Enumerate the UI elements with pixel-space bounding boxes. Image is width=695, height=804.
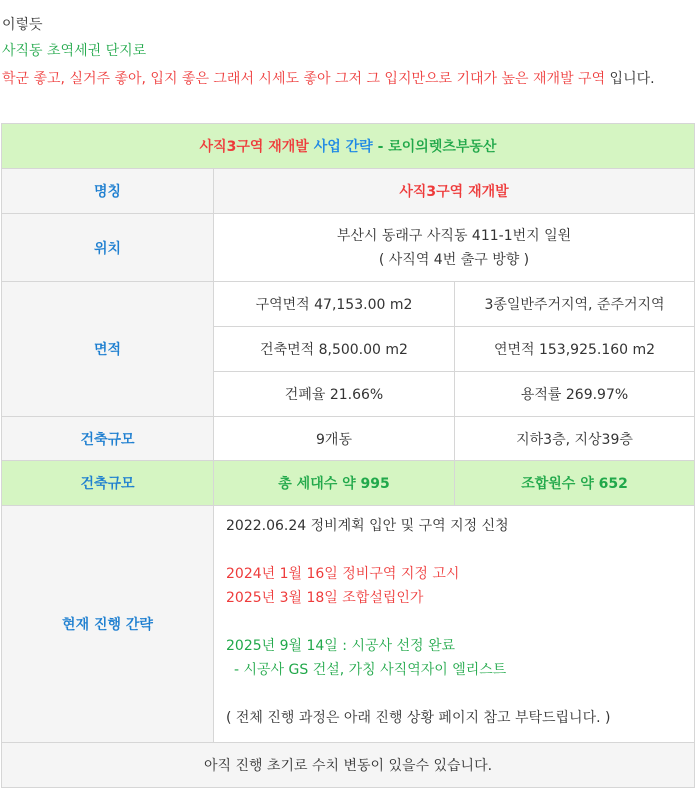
location-line-2: ( 사직역 4번 출구 방향 ) <box>378 251 530 268</box>
value-name <box>214 169 695 214</box>
location-line-1: 부산시 동래구 사직동 411-1번지 일원 <box>336 227 572 244</box>
label-location: 위치 <box>2 214 214 282</box>
value-zoning: 3종일반주거지역, 준주거지역 <box>455 282 695 327</box>
progress-step-1: 2022.06.24 정비계획 입안 및 구역 지정 신청 <box>226 518 509 534</box>
table-footer-row <box>2 743 695 788</box>
value-far: 용적률 269.97% <box>455 372 695 417</box>
progress-step-2: 2024년 1월 16일 정비구역 지정 고시 <box>226 566 460 582</box>
value-zone-area: 구역면적 47,153.00 m2 <box>214 282 455 327</box>
label-scale: 건축규모 <box>2 417 214 461</box>
table-title <box>2 124 695 169</box>
label-name: 명칭 <box>2 169 214 214</box>
spacer <box>226 538 682 562</box>
project-name-text: 사직3구역 재개발 <box>399 184 509 200</box>
table-row-progress <box>2 506 695 743</box>
intro-tail: 입니다. <box>605 71 655 87</box>
title-summary: 사업 간략 <box>313 139 373 155</box>
project-summary-table <box>1 123 695 788</box>
title-source: - 로이의렛츠부동산 <box>372 139 497 155</box>
table-header-row <box>2 124 695 169</box>
table-row-scale <box>2 417 695 461</box>
footer-note: 아직 진행 초기로 수치 변동이 있을수 있습니다. <box>2 743 695 788</box>
intro-highlight: 학군 좋고, 실거주 좋아, 입지 좋은 그래서 시세도 좋아 그저 그 입지만으로 기대가 높은 재개발 구역 <box>2 71 606 87</box>
value-floor-area: 연면적 153,925.160 m2 <box>455 327 695 372</box>
title-project: 사직3구역 재개발 <box>199 139 314 155</box>
value-building-area: 건축면적 8,500.00 m2 <box>214 327 455 372</box>
value-progress <box>214 506 695 743</box>
value-households: 총 세대수 약 995 <box>214 461 455 506</box>
table-row-households <box>2 461 695 506</box>
spacer <box>226 610 682 634</box>
table-row-location <box>2 214 695 282</box>
value-members: 조합원수 약 652 <box>455 461 695 506</box>
value-coverage: 건폐율 21.66% <box>214 372 455 417</box>
table-row-name <box>2 169 695 214</box>
value-location <box>214 214 695 282</box>
spacer <box>226 682 682 706</box>
intro-line-1: 이렇듯 <box>2 17 43 33</box>
label-progress: 현재 진행 간략 <box>2 506 214 743</box>
intro-line-2: 사직동 초역세권 단지로 <box>2 43 147 59</box>
progress-step-5: - 시공사 GS 건설, 가칭 사직역자이 엘리스트 <box>234 662 507 678</box>
progress-note: ( 전체 진행 과정은 아래 진행 상황 페이지 참고 부탁드립니다. ) <box>226 710 611 726</box>
progress-step-4: 2025년 9월 14일 : 시공사 선정 완료 <box>226 638 456 654</box>
value-buildings: 9개동 <box>214 417 455 461</box>
intro-line-3 <box>2 68 655 88</box>
progress-step-3: 2025년 3월 18일 조합설립인가 <box>226 590 424 606</box>
table-row-area-1 <box>2 282 695 327</box>
label-scale-2: 건축규모 <box>2 461 214 506</box>
label-area: 면적 <box>2 282 214 417</box>
value-floors: 지하3층, 지상39층 <box>455 417 695 461</box>
